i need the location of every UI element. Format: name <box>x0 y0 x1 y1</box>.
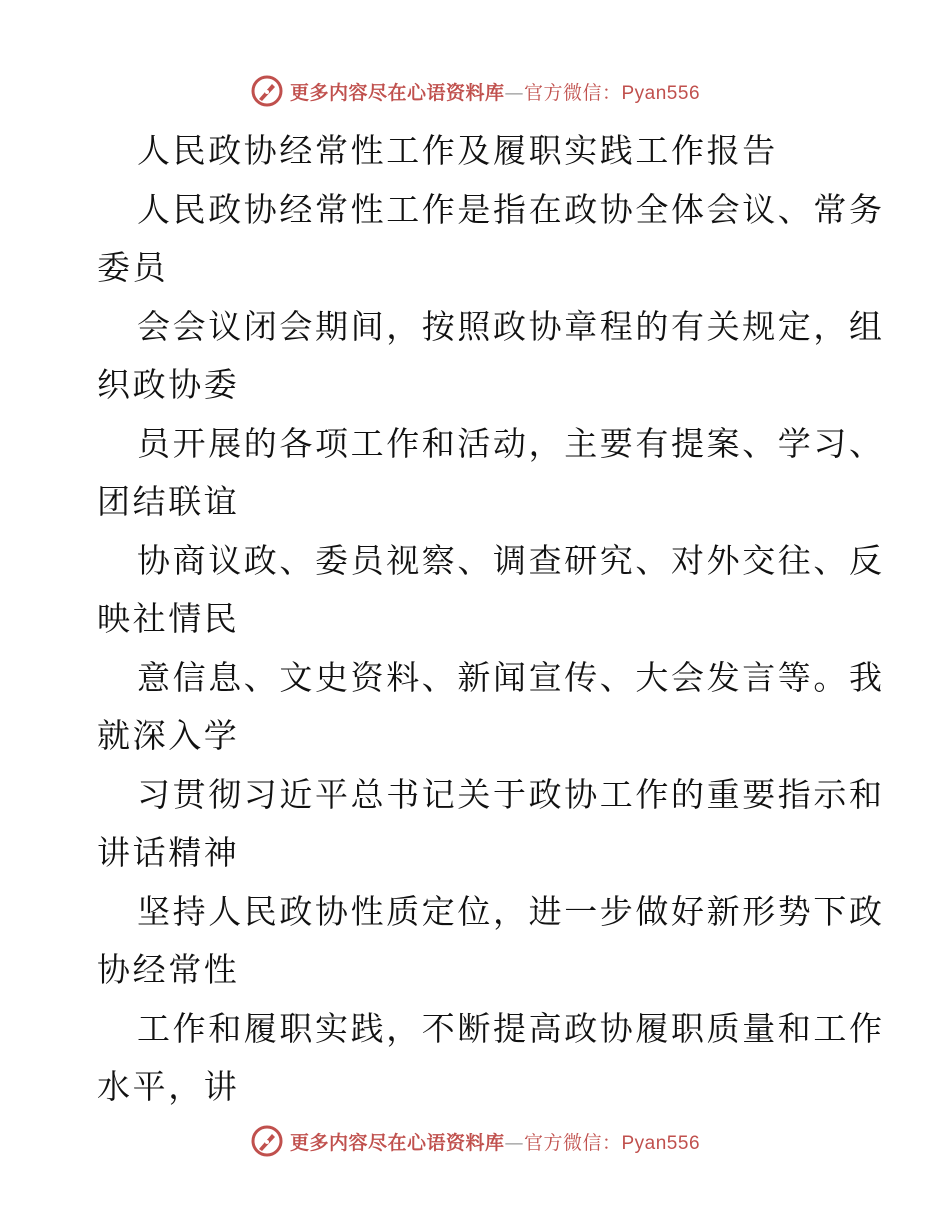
text-line: 习贯彻习近平总书记关于政协工作的重要指示和 <box>137 774 885 814</box>
footer-watermark <box>0 1121 950 1161</box>
watermark-text <box>290 1128 700 1155</box>
pen-nib-logo-icon <box>250 74 284 108</box>
watermark-sub: 官方微信： <box>523 1131 622 1154</box>
document-body <box>97 122 885 1117</box>
watermark-sub: 官方微信： <box>523 81 622 104</box>
watermark-separator: — <box>504 1131 524 1154</box>
text-line: 人民政协经常性工作是指在政协全体会议、常务 <box>137 189 885 229</box>
document-title: 人民政协经常性工作及履职实践工作报告 <box>137 131 778 170</box>
text-line: 团结联谊 <box>97 482 240 521</box>
text-line: 就深入学 <box>97 716 240 755</box>
watermark-separator: — <box>504 81 524 104</box>
text-line: 映社情民 <box>97 599 240 638</box>
watermark-text <box>290 78 700 105</box>
watermark-main: 更多内容尽在心语资料库 <box>289 81 505 104</box>
text-line: 意信息、文史资料、新闻宣传、大会发言等。我 <box>137 657 885 697</box>
pen-nib-logo-icon <box>250 1124 284 1158</box>
text-line: 水平，讲 <box>97 1067 240 1106</box>
text-line: 员开展的各项工作和活动，主要有提案、学习、 <box>137 423 885 463</box>
text-line: 协经常性 <box>97 950 240 989</box>
text-line: 会会议闭会期间，按照政协章程的有关规定，组 <box>137 306 885 346</box>
watermark-handle: Pyan556 <box>621 82 701 104</box>
watermark-handle: Pyan556 <box>621 1132 701 1154</box>
text-line: 织政协委 <box>97 365 240 404</box>
text-line: 工作和履职实践，不断提高政协履职质量和工作 <box>137 1008 885 1048</box>
watermark-main: 更多内容尽在心语资料库 <box>289 1131 505 1154</box>
text-line: 委员 <box>97 248 169 287</box>
text-line: 讲话精神 <box>97 833 240 872</box>
text-line: 坚持人民政协性质定位，进一步做好新形势下政 <box>137 891 885 931</box>
header-watermark <box>0 71 950 111</box>
text-line: 协商议政、委员视察、调查研究、对外交往、反 <box>137 540 885 580</box>
